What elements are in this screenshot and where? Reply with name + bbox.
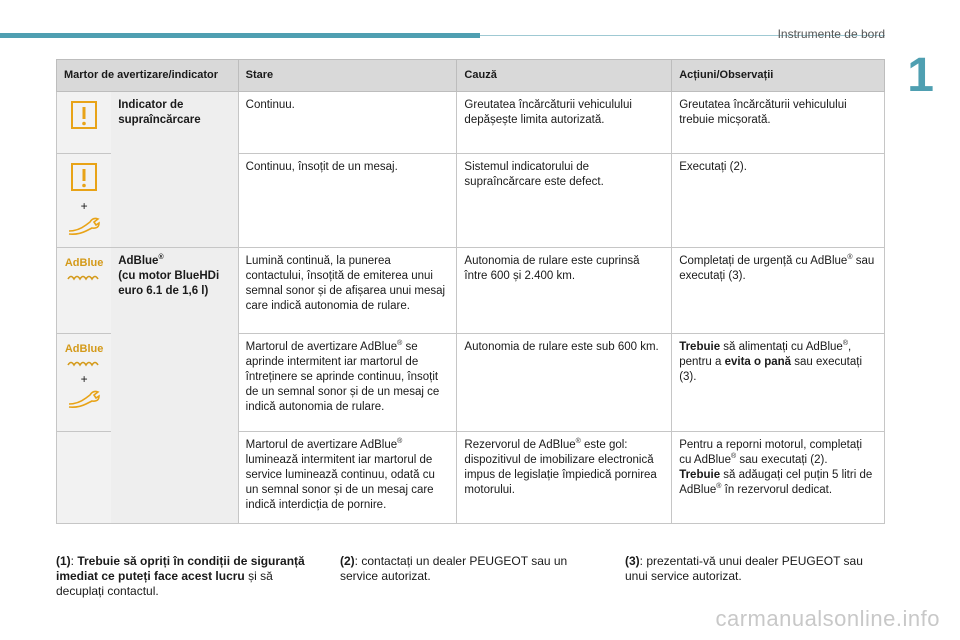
text: să alimentați cu AdBlue bbox=[720, 341, 843, 353]
section-title: Instrumente de bord bbox=[777, 27, 885, 41]
col-header-indicator: Martor de avertizare/indicator bbox=[57, 60, 239, 92]
registered-mark: ® bbox=[397, 438, 403, 446]
stare-cell: Lumină continuă, la punerea contactului, însoțită de emiterea unui semnal sonor și de afișarea unui mesaj care indică autonomia de rulare. bbox=[238, 248, 457, 334]
registered-mark: ® bbox=[158, 254, 164, 262]
text: să adăugați cel puțin 5 litri de AdBlue bbox=[679, 469, 873, 496]
text: sau executați (3). bbox=[679, 356, 863, 383]
cauza-cell: Autonomia de rulare este cuprinsă între 600 și 2.400 km. bbox=[457, 248, 672, 334]
actiuni-cell bbox=[672, 334, 885, 432]
text: sau executați (3). bbox=[679, 255, 875, 282]
footnote-ref: (2) bbox=[340, 554, 355, 568]
text: Rezervorul de AdBlue bbox=[464, 439, 576, 451]
text: Martorul de avertizare AdBlue bbox=[245, 439, 398, 451]
chapter-number: 1 bbox=[907, 49, 934, 102]
col-header-cauza: Cauză bbox=[457, 60, 672, 92]
text: : prezentati-vă unui dealer PEUGEOT sau unui service autorizat. bbox=[625, 554, 863, 583]
adblue-wave-icon bbox=[66, 359, 102, 367]
registered-mark: ® bbox=[730, 453, 737, 461]
table-row bbox=[57, 248, 885, 334]
cauza-cell: Sistemul indicatorului de supraîncărcare este defect. bbox=[457, 154, 672, 248]
text: : contactați un dealer PEUGEOT sau un service autorizat. bbox=[340, 554, 568, 583]
table-header-row bbox=[57, 60, 885, 92]
text: și să decuplați contactul. bbox=[56, 569, 273, 598]
registered-mark: ® bbox=[842, 340, 849, 348]
stare-cell bbox=[238, 334, 457, 432]
text: este gol: dispozitivul de imobilizare electronică impus de legislație împiedică pornirea motorului. bbox=[464, 439, 657, 496]
text: sau executați (2). bbox=[736, 454, 828, 466]
indicator-icon-cell bbox=[57, 248, 112, 334]
table-row bbox=[57, 92, 885, 154]
footnote-1 bbox=[56, 554, 321, 599]
wrench-icon bbox=[66, 214, 102, 236]
bold-text: Trebuie bbox=[679, 341, 721, 353]
overload-warning-icon bbox=[66, 160, 102, 194]
adblue-label: AdBlue bbox=[64, 343, 104, 355]
registered-mark: ® bbox=[847, 254, 853, 262]
actiuni-cell bbox=[672, 432, 885, 524]
footnote-2 bbox=[340, 554, 590, 584]
cauza-cell bbox=[457, 432, 672, 524]
warning-indicators-table bbox=[56, 59, 885, 524]
cauza-cell: Autonomia de rulare este sub 600 km. bbox=[457, 334, 672, 432]
indicator-icon-cell bbox=[57, 432, 112, 524]
engine-note: (cu motor BlueHDi euro 6.1 de 1,6 l) bbox=[118, 270, 220, 297]
stare-cell: Continuu. bbox=[238, 92, 457, 154]
stare-cell: Continuu, însoțit de un mesaj. bbox=[238, 154, 457, 248]
plus-sign: + bbox=[80, 372, 88, 386]
cauza-cell: Greutatea încărcăturii vehiculului depășește limita autorizată. bbox=[457, 92, 672, 154]
footnote-ref: (3) bbox=[625, 554, 640, 568]
indicator-name: Indicator de supraîncărcare bbox=[111, 92, 238, 248]
text: : bbox=[70, 554, 78, 568]
registered-mark: ® bbox=[716, 483, 722, 491]
adblue-label: AdBlue bbox=[64, 257, 104, 269]
footnote-ref: (1) bbox=[56, 554, 71, 568]
adblue-name: AdBlue bbox=[118, 255, 159, 267]
text: Pentru a reporni motorul, completați cu AdBlue bbox=[679, 439, 862, 466]
text: Completați de urgență cu AdBlue bbox=[679, 255, 848, 267]
col-header-actiuni: Acțiuni/Observații bbox=[672, 60, 885, 92]
bold-text: Trebuie bbox=[679, 469, 721, 481]
wrench-icon bbox=[66, 387, 102, 409]
bold-text: Trebuie să opriți în condiții de siguranță imediat ce puteți face acest lucru bbox=[56, 554, 305, 583]
text: luminează intermitent iar martorul de service luminează continuu, odată cu un semnal sonor și de un mesaj care indică interdicția de pornire. bbox=[245, 454, 435, 511]
footnote-3 bbox=[625, 554, 885, 584]
watermark: carmanualsonline.info bbox=[715, 606, 940, 631]
registered-mark: ® bbox=[397, 340, 403, 348]
text: în rezervorul dedicat. bbox=[721, 484, 833, 496]
bold-text: evita o pană bbox=[724, 356, 792, 368]
indicator-icon-cell bbox=[57, 92, 112, 154]
overload-warning-icon bbox=[66, 98, 102, 132]
adblue-wave-icon bbox=[66, 273, 102, 281]
text: , pentru a bbox=[679, 341, 852, 368]
plus-sign: + bbox=[80, 199, 88, 213]
actiuni-cell: Greutatea încărcăturii vehiculului trebuie micșorată. bbox=[672, 92, 885, 154]
registered-mark: ® bbox=[575, 438, 581, 446]
text: Martorul de avertizare AdBlue bbox=[245, 341, 398, 353]
indicator-name bbox=[111, 248, 238, 524]
col-header-stare: Stare bbox=[238, 60, 457, 92]
indicator-icon-cell bbox=[57, 154, 112, 248]
actiuni-cell: Executați (2). bbox=[672, 154, 885, 248]
actiuni-cell bbox=[672, 248, 885, 334]
header-accent-bar bbox=[0, 33, 480, 38]
stare-cell bbox=[238, 432, 457, 524]
indicator-icon-cell bbox=[57, 334, 112, 432]
text: se aprinde intermitent iar martorul de întreținere se aprinde continuu, însoțit de un semnal sonor și de un mesaj ce indică autonomia de rulare. bbox=[245, 341, 440, 413]
